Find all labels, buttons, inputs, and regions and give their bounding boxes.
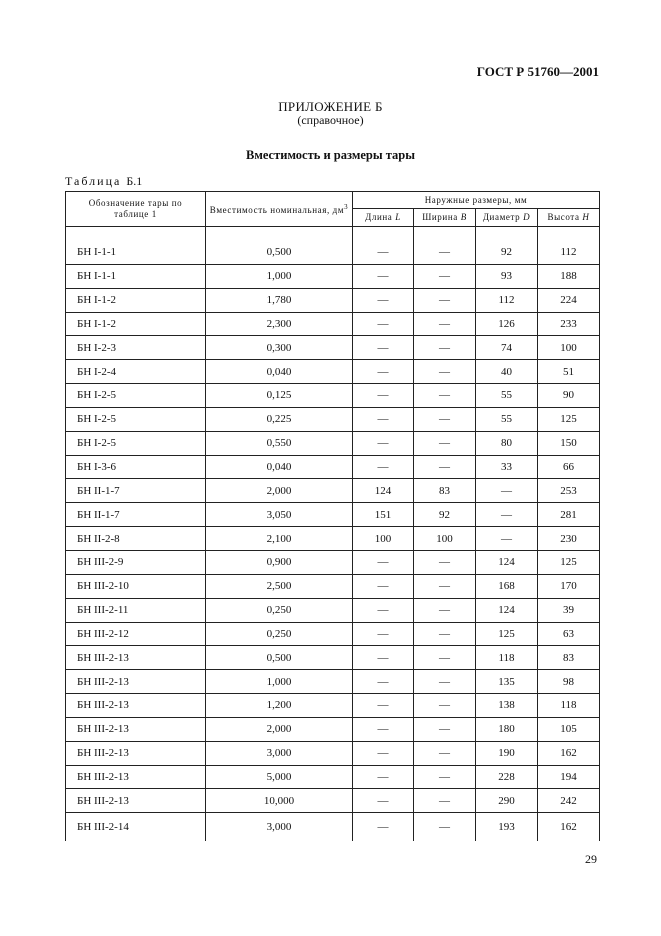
- table-row: [66, 550, 600, 574]
- cell-height: 170: [538, 574, 600, 598]
- cell-height: 112: [538, 241, 600, 264]
- cell-length: —: [353, 384, 414, 408]
- cell-name: БН III-2-13: [66, 646, 206, 670]
- col-capacity-superscript: 3: [344, 203, 349, 211]
- cell-diameter: 193: [476, 813, 538, 842]
- cell-length: 151: [353, 503, 414, 527]
- cell-capacity: 2,100: [206, 527, 353, 551]
- cell-width: —: [414, 789, 476, 813]
- cell-width: —: [414, 264, 476, 288]
- cell-width: —: [414, 598, 476, 622]
- cell-diameter: 126: [476, 312, 538, 336]
- cell-capacity: 0,040: [206, 455, 353, 479]
- col-diameter-label: Диаметр: [482, 212, 521, 222]
- cell-capacity: 3,000: [206, 741, 353, 765]
- cell-length: 124: [353, 479, 414, 503]
- table-row: [66, 479, 600, 503]
- table-heading: Вместимость и размеры тары: [246, 148, 415, 162]
- cell-height: 100: [538, 336, 600, 360]
- cell-length: —: [353, 264, 414, 288]
- cell-height: 125: [538, 550, 600, 574]
- cell-capacity: 0,125: [206, 384, 353, 408]
- cell-width: —: [414, 384, 476, 408]
- cell-width: —: [414, 407, 476, 431]
- cell-width: —: [414, 550, 476, 574]
- cell-capacity: 0,550: [206, 431, 353, 455]
- cell-name: БН I-2-5: [66, 407, 206, 431]
- cell-name: БН II-1-7: [66, 503, 206, 527]
- cell-diameter: 135: [476, 670, 538, 694]
- col-length-header: [353, 209, 414, 227]
- table-row: [66, 646, 600, 670]
- col-outer-dimensions-header: Наружные размеры, мм: [353, 192, 600, 209]
- cell-width: —: [414, 765, 476, 789]
- table-row: [66, 789, 600, 813]
- cell-length: —: [353, 717, 414, 741]
- cell-name: БН III-2-12: [66, 622, 206, 646]
- cell-width: —: [414, 312, 476, 336]
- col-diameter-symbol: D: [523, 212, 531, 222]
- cell-capacity: 0,225: [206, 407, 353, 431]
- col-width-header: [414, 209, 476, 227]
- cell-height: 150: [538, 431, 600, 455]
- cell-diameter: 290: [476, 789, 538, 813]
- table-row: [66, 431, 600, 455]
- cell-width: —: [414, 694, 476, 718]
- col-capacity-header: [206, 192, 353, 227]
- table-row: [66, 813, 600, 842]
- cell-height: 83: [538, 646, 600, 670]
- cell-width: —: [414, 670, 476, 694]
- table-row: [66, 407, 600, 431]
- cell-diameter: 55: [476, 384, 538, 408]
- cell-capacity: 0,040: [206, 360, 353, 384]
- table-row: [66, 574, 600, 598]
- cell-capacity: 3,000: [206, 813, 353, 842]
- cell-length: —: [353, 694, 414, 718]
- cell-height: 230: [538, 527, 600, 551]
- table-row: [66, 670, 600, 694]
- cell-name: БН I-2-3: [66, 336, 206, 360]
- cell-name: БН I-1-1: [66, 241, 206, 264]
- col-designation-header: Обозначение тары по таблице 1: [66, 192, 206, 227]
- cell-length: —: [353, 789, 414, 813]
- col-length-symbol: L: [395, 212, 401, 222]
- col-width-symbol: B: [460, 212, 467, 222]
- table-row: [66, 622, 600, 646]
- table-row: [66, 312, 600, 336]
- cell-diameter: —: [476, 479, 538, 503]
- page-number: 29: [585, 852, 597, 866]
- cell-diameter: 124: [476, 550, 538, 574]
- col-height-label: Высота: [547, 212, 580, 222]
- cell-width: —: [414, 241, 476, 264]
- cell-capacity: 2,000: [206, 479, 353, 503]
- cell-height: 224: [538, 288, 600, 312]
- cell-length: —: [353, 598, 414, 622]
- cell-diameter: 228: [476, 765, 538, 789]
- cell-height: 105: [538, 717, 600, 741]
- cell-name: БН III-2-13: [66, 670, 206, 694]
- cell-length: —: [353, 455, 414, 479]
- table-row: [66, 336, 600, 360]
- appendix-subtitle: (справочное): [297, 113, 364, 127]
- cell-height: 242: [538, 789, 600, 813]
- cell-width: 83: [414, 479, 476, 503]
- cell-height: 253: [538, 479, 600, 503]
- cell-name: БН III-2-10: [66, 574, 206, 598]
- cell-diameter: 74: [476, 336, 538, 360]
- cell-capacity: 0,500: [206, 241, 353, 264]
- cell-height: 63: [538, 622, 600, 646]
- cell-width: —: [414, 717, 476, 741]
- cell-capacity: 0,250: [206, 598, 353, 622]
- cell-length: —: [353, 407, 414, 431]
- table-row: [66, 241, 600, 264]
- cell-diameter: 138: [476, 694, 538, 718]
- cell-diameter: —: [476, 527, 538, 551]
- col-width-label: Ширина: [422, 212, 458, 222]
- cell-diameter: 112: [476, 288, 538, 312]
- cell-height: 98: [538, 670, 600, 694]
- cell-height: 194: [538, 765, 600, 789]
- cell-capacity: 0,300: [206, 336, 353, 360]
- cell-width: 92: [414, 503, 476, 527]
- table-row: [66, 288, 600, 312]
- table-label: [65, 174, 142, 189]
- cell-width: —: [414, 622, 476, 646]
- col-length-label: Длина: [365, 212, 393, 222]
- cell-height: 233: [538, 312, 600, 336]
- cell-name: БН I-2-5: [66, 384, 206, 408]
- col-height-header: [538, 209, 600, 227]
- cell-diameter: 190: [476, 741, 538, 765]
- cell-capacity: 0,900: [206, 550, 353, 574]
- cell-width: —: [414, 336, 476, 360]
- cell-name: БН III-2-14: [66, 813, 206, 842]
- cell-length: 100: [353, 527, 414, 551]
- cell-height: 281: [538, 503, 600, 527]
- cell-height: 51: [538, 360, 600, 384]
- table-label-number: Б.1: [126, 174, 143, 188]
- table-spacer-row: [66, 227, 600, 242]
- cell-width: —: [414, 288, 476, 312]
- cell-diameter: 93: [476, 264, 538, 288]
- col-height-symbol: H: [582, 212, 590, 222]
- cell-length: —: [353, 431, 414, 455]
- cell-width: —: [414, 741, 476, 765]
- cell-name: БН III-2-13: [66, 717, 206, 741]
- cell-width: —: [414, 431, 476, 455]
- col-capacity-label: Вместимость номинальная, дм: [209, 205, 345, 215]
- cell-capacity: 1,780: [206, 288, 353, 312]
- cell-length: —: [353, 765, 414, 789]
- table-row: [66, 717, 600, 741]
- cell-capacity: 1,200: [206, 694, 353, 718]
- cell-name: БН I-2-4: [66, 360, 206, 384]
- cell-name: БН III-2-13: [66, 741, 206, 765]
- cell-length: —: [353, 312, 414, 336]
- table-row: [66, 360, 600, 384]
- cell-length: —: [353, 813, 414, 842]
- cell-height: 39: [538, 598, 600, 622]
- cell-length: —: [353, 646, 414, 670]
- cell-name: БН I-3-6: [66, 455, 206, 479]
- cell-capacity: 10,000: [206, 789, 353, 813]
- cell-height: 90: [538, 384, 600, 408]
- table-row: [66, 455, 600, 479]
- table-row: [66, 598, 600, 622]
- cell-length: —: [353, 574, 414, 598]
- cell-height: 118: [538, 694, 600, 718]
- cell-name: БН I-1-1: [66, 264, 206, 288]
- cell-name: БН I-1-2: [66, 288, 206, 312]
- cell-length: —: [353, 622, 414, 646]
- cell-height: 162: [538, 741, 600, 765]
- cell-diameter: 180: [476, 717, 538, 741]
- cell-diameter: 40: [476, 360, 538, 384]
- standard-id: ГОСТ Р 51760—2001: [476, 64, 599, 79]
- cell-width: —: [414, 646, 476, 670]
- cell-length: —: [353, 741, 414, 765]
- cell-length: —: [353, 288, 414, 312]
- table-row: [66, 741, 600, 765]
- cell-diameter: 92: [476, 241, 538, 264]
- cell-capacity: 0,250: [206, 622, 353, 646]
- cell-name: БН III-2-13: [66, 765, 206, 789]
- cell-capacity: 3,050: [206, 503, 353, 527]
- col-diameter-header: [476, 209, 538, 227]
- cell-height: 125: [538, 407, 600, 431]
- cell-capacity: 1,000: [206, 264, 353, 288]
- cell-width: 100: [414, 527, 476, 551]
- cell-width: —: [414, 574, 476, 598]
- table-row: [66, 503, 600, 527]
- cell-name: БН III-2-9: [66, 550, 206, 574]
- cell-name: БН II-1-7: [66, 479, 206, 503]
- cell-height: 66: [538, 455, 600, 479]
- cell-diameter: 118: [476, 646, 538, 670]
- appendix-title: ПРИЛОЖЕНИЕ Б: [278, 99, 383, 114]
- cell-capacity: 2,300: [206, 312, 353, 336]
- cell-capacity: 2,500: [206, 574, 353, 598]
- capacity-dimensions-table: [65, 191, 600, 841]
- cell-diameter: 55: [476, 407, 538, 431]
- cell-diameter: 33: [476, 455, 538, 479]
- cell-name: БН III-2-13: [66, 789, 206, 813]
- cell-diameter: 124: [476, 598, 538, 622]
- table-row: [66, 264, 600, 288]
- cell-name: БН II-2-8: [66, 527, 206, 551]
- cell-length: —: [353, 670, 414, 694]
- cell-capacity: 0,500: [206, 646, 353, 670]
- cell-diameter: 80: [476, 431, 538, 455]
- cell-capacity: 2,000: [206, 717, 353, 741]
- cell-length: —: [353, 550, 414, 574]
- cell-height: 188: [538, 264, 600, 288]
- cell-width: —: [414, 360, 476, 384]
- cell-width: —: [414, 813, 476, 842]
- cell-diameter: —: [476, 503, 538, 527]
- cell-diameter: 168: [476, 574, 538, 598]
- cell-length: —: [353, 336, 414, 360]
- cell-name: БН III-2-13: [66, 694, 206, 718]
- cell-name: БН III-2-11: [66, 598, 206, 622]
- cell-capacity: 5,000: [206, 765, 353, 789]
- table-row: [66, 694, 600, 718]
- table-body: [66, 227, 600, 842]
- cell-diameter: 125: [476, 622, 538, 646]
- table-label-word: Таблица: [65, 174, 122, 188]
- cell-width: —: [414, 455, 476, 479]
- cell-name: БН I-1-2: [66, 312, 206, 336]
- cell-name: БН I-2-5: [66, 431, 206, 455]
- table-row: [66, 384, 600, 408]
- table-row: [66, 527, 600, 551]
- table-row: [66, 765, 600, 789]
- cell-length: —: [353, 360, 414, 384]
- cell-height: 162: [538, 813, 600, 842]
- cell-length: —: [353, 241, 414, 264]
- cell-capacity: 1,000: [206, 670, 353, 694]
